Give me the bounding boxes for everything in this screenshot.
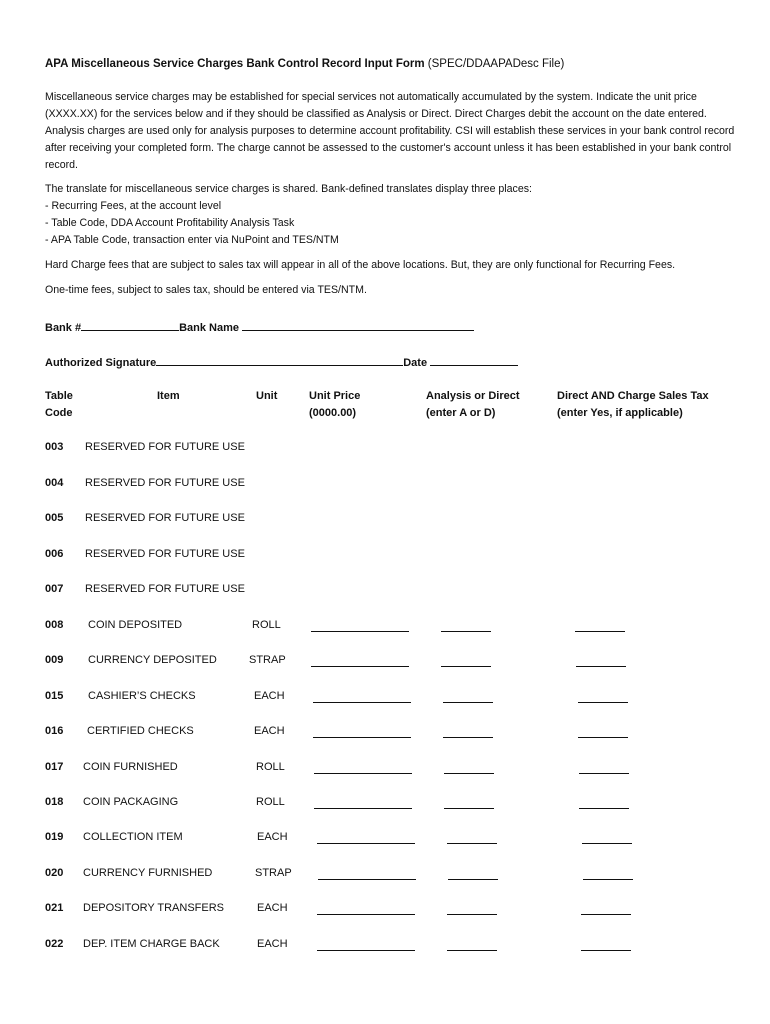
row-code: 008	[45, 619, 64, 631]
sales-tax-field[interactable]	[582, 831, 632, 844]
sales-tax-field[interactable]	[583, 867, 633, 880]
table-row	[0, 548, 770, 568]
analysis-direct-field[interactable]	[441, 619, 491, 632]
row-item: RESERVED FOR FUTURE USE	[85, 441, 245, 453]
analysis-direct-field[interactable]	[447, 938, 497, 951]
col-header-unit: Unit	[256, 390, 278, 402]
hard-charge-note: Hard Charge fees that are subject to sales tax will appear in all of the above locations. But, they are only functional for Recurring Fees.	[45, 259, 676, 271]
date-label: Date	[403, 357, 428, 369]
sales-tax-field[interactable]	[575, 619, 625, 632]
table-row	[0, 725, 770, 745]
row-unit: ROLL	[256, 761, 285, 773]
table-row	[0, 831, 770, 851]
table-row	[0, 477, 770, 497]
translate-list-item: - Table Code, DDA Account Profitability Analysis Task	[45, 217, 295, 229]
row-item: RESERVED FOR FUTURE USE	[85, 583, 245, 595]
table-row	[0, 867, 770, 887]
row-item: DEP. ITEM CHARGE BACK	[83, 938, 220, 950]
bank-name-label: Bank Name	[179, 322, 239, 334]
unit-price-field[interactable]	[314, 761, 412, 774]
row-unit: ROLL	[256, 796, 285, 808]
row-code: 004	[45, 477, 64, 489]
row-item: CERTIFIED CHECKS	[87, 725, 194, 737]
row-item: CASHIER’S CHECKS	[88, 690, 196, 702]
row-code: 021	[45, 902, 64, 914]
row-code: 017	[45, 761, 64, 773]
unit-price-field[interactable]	[311, 654, 409, 667]
sales-tax-field[interactable]	[578, 725, 628, 738]
unit-price-field[interactable]	[317, 831, 415, 844]
signature-fields-line	[45, 353, 518, 369]
table-row	[0, 690, 770, 710]
row-code: 006	[45, 548, 64, 560]
sales-tax-field[interactable]	[579, 796, 629, 809]
col-header-sales-tax: Direct AND Charge Sales Tax (enter Yes, if applicable)	[557, 390, 709, 419]
row-item: CURRENCY DEPOSITED	[88, 654, 217, 666]
row-unit: STRAP	[249, 654, 286, 666]
bank-number-field[interactable]	[81, 318, 179, 331]
unit-price-field[interactable]	[313, 725, 411, 738]
row-code: 022	[45, 938, 64, 950]
row-unit: EACH	[254, 725, 285, 737]
row-item: COIN FURNISHED	[83, 761, 178, 773]
translate-intro: The translate for miscellaneous service charges is shared. Bank-defined translates display three places:	[45, 183, 532, 195]
unit-price-field[interactable]	[318, 867, 416, 880]
table-row	[0, 938, 770, 958]
table-row	[0, 619, 770, 639]
table-row	[0, 796, 770, 816]
unit-price-field[interactable]	[313, 690, 411, 703]
unit-price-field[interactable]	[314, 796, 412, 809]
row-code: 009	[45, 654, 64, 666]
row-unit: EACH	[257, 938, 288, 950]
table-row	[0, 583, 770, 603]
col-header-analysis-direct: Analysis or Direct (enter A or D)	[426, 390, 520, 419]
form-title-bold: APA Miscellaneous Service Charges Bank Control Record Input Form	[45, 58, 425, 70]
row-item: RESERVED FOR FUTURE USE	[85, 512, 245, 524]
row-item: COIN PACKAGING	[83, 796, 179, 808]
date-field[interactable]	[430, 353, 518, 366]
sales-tax-field[interactable]	[579, 761, 629, 774]
row-code: 007	[45, 583, 64, 595]
sales-tax-field[interactable]	[576, 654, 626, 667]
bank-fields-line	[45, 318, 474, 334]
table-row	[0, 512, 770, 532]
analysis-direct-field[interactable]	[443, 690, 493, 703]
analysis-direct-field[interactable]	[447, 831, 497, 844]
row-unit: EACH	[257, 902, 288, 914]
analysis-direct-field[interactable]	[441, 654, 491, 667]
unit-price-field[interactable]	[311, 619, 409, 632]
row-item: RESERVED FOR FUTURE USE	[85, 548, 245, 560]
translate-list-item: - Recurring Fees, at the account level	[45, 200, 222, 212]
row-code: 003	[45, 441, 64, 453]
translate-list-item: - APA Table Code, transaction enter via NuPoint and TES/NTM	[45, 234, 339, 246]
unit-price-field[interactable]	[317, 938, 415, 951]
row-item: RESERVED FOR FUTURE USE	[85, 477, 245, 489]
table-row	[0, 761, 770, 781]
one-time-note: One-time fees, subject to sales tax, should be entered via TES/NTM.	[45, 284, 367, 296]
row-code: 020	[45, 867, 64, 879]
col-header-item: Item	[157, 390, 180, 402]
analysis-direct-field[interactable]	[447, 902, 497, 915]
form-title	[45, 58, 564, 70]
analysis-direct-field[interactable]	[448, 867, 498, 880]
row-item: CURRENCY FURNISHED	[83, 867, 213, 879]
row-code: 015	[45, 690, 64, 702]
sales-tax-field[interactable]	[581, 938, 631, 951]
bank-number-label: Bank #	[45, 322, 82, 334]
col-header-unit-price: Unit Price (0000.00)	[309, 390, 361, 419]
table-row	[0, 902, 770, 922]
row-unit: STRAP	[255, 867, 292, 879]
row-item: COLLECTION ITEM	[83, 831, 183, 843]
row-code: 016	[45, 725, 64, 737]
row-code: 019	[45, 831, 64, 843]
intro-paragraph: Miscellaneous service charges may be established for special services not automatically accumulated by the system. Indicate the unit price (XXXX.XX) for the services below and if they should be classified as Analysis or Direct. Direct Charges debit the account on the date entered. Analysis charges are used only for analysis purposes to determine account profitability. CSI will establish these services in your bank control record after receiving your completed form. The charge cannot be assessed to the customer's account unless it has been established in your bank control record.	[45, 91, 735, 171]
analysis-direct-field[interactable]	[444, 796, 494, 809]
row-unit: ROLL	[252, 619, 281, 631]
row-code: 018	[45, 796, 64, 808]
row-unit: EACH	[257, 831, 288, 843]
signature-label: Authorized Signature	[45, 357, 157, 369]
row-item: COIN DEPOSITED	[88, 619, 183, 631]
sales-tax-field[interactable]	[578, 690, 628, 703]
signature-field[interactable]	[156, 353, 403, 366]
table-row	[0, 654, 770, 674]
analysis-direct-field[interactable]	[443, 725, 493, 738]
row-item: DEPOSITORY TRANSFERS	[83, 902, 225, 914]
row-code: 005	[45, 512, 64, 524]
row-unit: EACH	[254, 690, 285, 702]
sales-tax-field[interactable]	[581, 902, 631, 915]
col-header-table-code: Table Code	[45, 390, 73, 419]
analysis-direct-field[interactable]	[444, 761, 494, 774]
unit-price-field[interactable]	[317, 902, 415, 915]
table-row	[0, 441, 770, 461]
bank-name-field[interactable]	[242, 318, 474, 331]
form-title-file: (SPEC/DDAAPADesc File)	[427, 58, 565, 70]
